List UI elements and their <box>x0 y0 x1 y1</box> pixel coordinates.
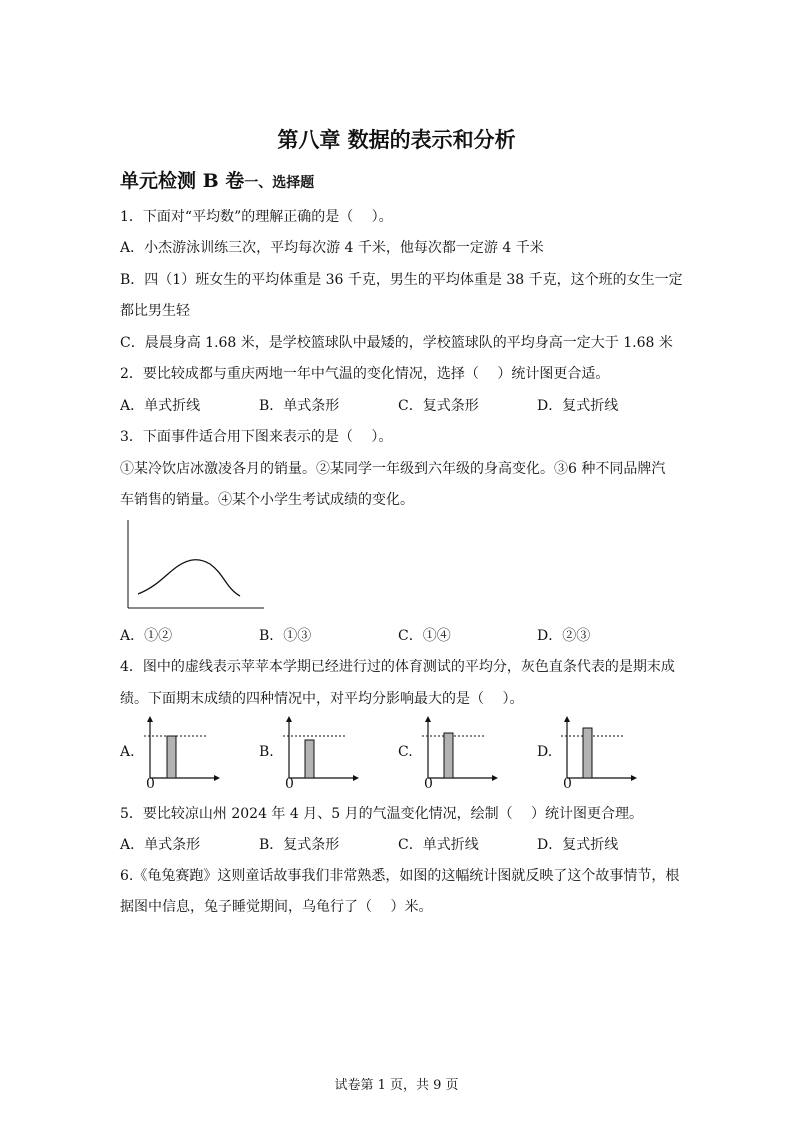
q4-stem-line1: 4．图中的虚线表示苹苹本学期已经进行过的体育测试的平均分，灰色直条代表的是期末成 <box>120 659 675 675</box>
q5-option-b: B．复式条形 <box>259 837 340 853</box>
q3-events-line2: 车销售的销量。④某个小学生考试成绩的变化。 <box>120 492 414 508</box>
q4-c-y-arrow <box>425 716 431 722</box>
page-title: 第八章 数据的表示和分析 <box>277 127 516 152</box>
q1-stem: 1．下面对“平均数”的理解正确的是（ ）。 <box>120 209 393 225</box>
q4-d-bar <box>583 728 592 778</box>
q5-option-a: A．单式条形 <box>120 837 201 853</box>
q6-stem-line1: 6.《龟兔赛跑》这则童话故事我们非常熟悉，如图的这幅统计图就反映了这个故事情节，根 <box>120 868 680 884</box>
q4-c-bar <box>444 733 453 778</box>
q3-events-line1: ①某冷饮店冰激凌各月的销量。②某同学一年级到六年级的身高变化。③6 种不同品牌汽 <box>120 461 666 477</box>
q4-b-x-arrow <box>353 775 359 781</box>
q1-option-b-cont: 都比男生轻 <box>120 303 190 319</box>
q2-stem: 2．要比较成都与重庆两地一年中气温的变化情况，选择（ ）统计图更合适。 <box>120 366 610 382</box>
unit-title-text: 单元检测 B 卷 <box>120 170 245 192</box>
q4-chart-b-label: B. <box>259 744 274 760</box>
unit-title <box>120 166 314 193</box>
q4-b-bar <box>305 740 314 778</box>
q2-option-a: A．单式折线 <box>120 398 201 414</box>
q3-option-c: C．①④ <box>398 628 451 644</box>
q5-stem: 5．要比较凉山州 2024 年 4 月、5 月的气温变化情况，绘制（ ）统计图更合理。 <box>120 806 644 822</box>
q2-option-b: B．单式条形 <box>259 398 340 414</box>
q2-option-d: D．复式折线 <box>537 398 619 414</box>
q2-option-c: C．复式条形 <box>398 398 479 414</box>
q4-d-x-arrow <box>631 775 637 781</box>
q4-chart-c-label: C. <box>398 744 413 760</box>
q6-stem-line2: 据图中信息，兔子睡觉期间，乌龟行了（ ）米。 <box>120 899 433 915</box>
q3-stem: 3．下面事件适合用下图来表示的是（ ）。 <box>120 429 393 445</box>
q3-curve-figure <box>118 516 268 611</box>
q3-curve <box>138 560 240 596</box>
q4-chart-a-label: A. <box>120 744 135 760</box>
q4-stem-line2: 绩。下面期末成绩的四种情况中，对平均分影响最大的是（ ）。 <box>120 691 524 707</box>
q5-option-d: D．复式折线 <box>537 837 619 853</box>
q5-option-c: C．单式折线 <box>398 837 479 853</box>
q4-chart-c-zero: 0 <box>424 776 433 792</box>
q3-option-b: B．①③ <box>259 628 312 644</box>
page-footer: 试卷第 1 页，共 9 页 <box>334 1078 459 1093</box>
q4-c-x-arrow <box>492 775 498 781</box>
q4-a-x-arrow <box>214 775 220 781</box>
q4-d-y-arrow <box>564 716 570 722</box>
q3-option-d: D．②③ <box>537 628 591 644</box>
q4-chart-d-zero: 0 <box>563 776 572 792</box>
q4-chart-d-label: D. <box>537 744 553 760</box>
q4-a-y-arrow <box>147 716 153 722</box>
q4-chart-a-zero: 0 <box>146 776 155 792</box>
q3-option-a: A．①② <box>120 628 173 644</box>
q1-option-a: A．小杰游泳训练三次，平均每次游 4 千米，他每次都一定游 4 千米 <box>120 240 544 256</box>
q1-option-c: C．晨晨身高 1.68 米，是学校篮球队中最矮的，学校篮球队的平均身高一定大于 1.68 米 <box>120 335 673 351</box>
q4-chart-b-zero: 0 <box>285 776 294 792</box>
q4-b-y-arrow <box>286 716 292 722</box>
q4-a-bar <box>167 736 176 778</box>
section-heading: 一、选择题 <box>244 175 315 191</box>
q1-option-b: B．四（1）班女生的平均体重是 36 千克，男生的平均体重是 38 千克，这个班的女生一定 <box>120 272 683 288</box>
